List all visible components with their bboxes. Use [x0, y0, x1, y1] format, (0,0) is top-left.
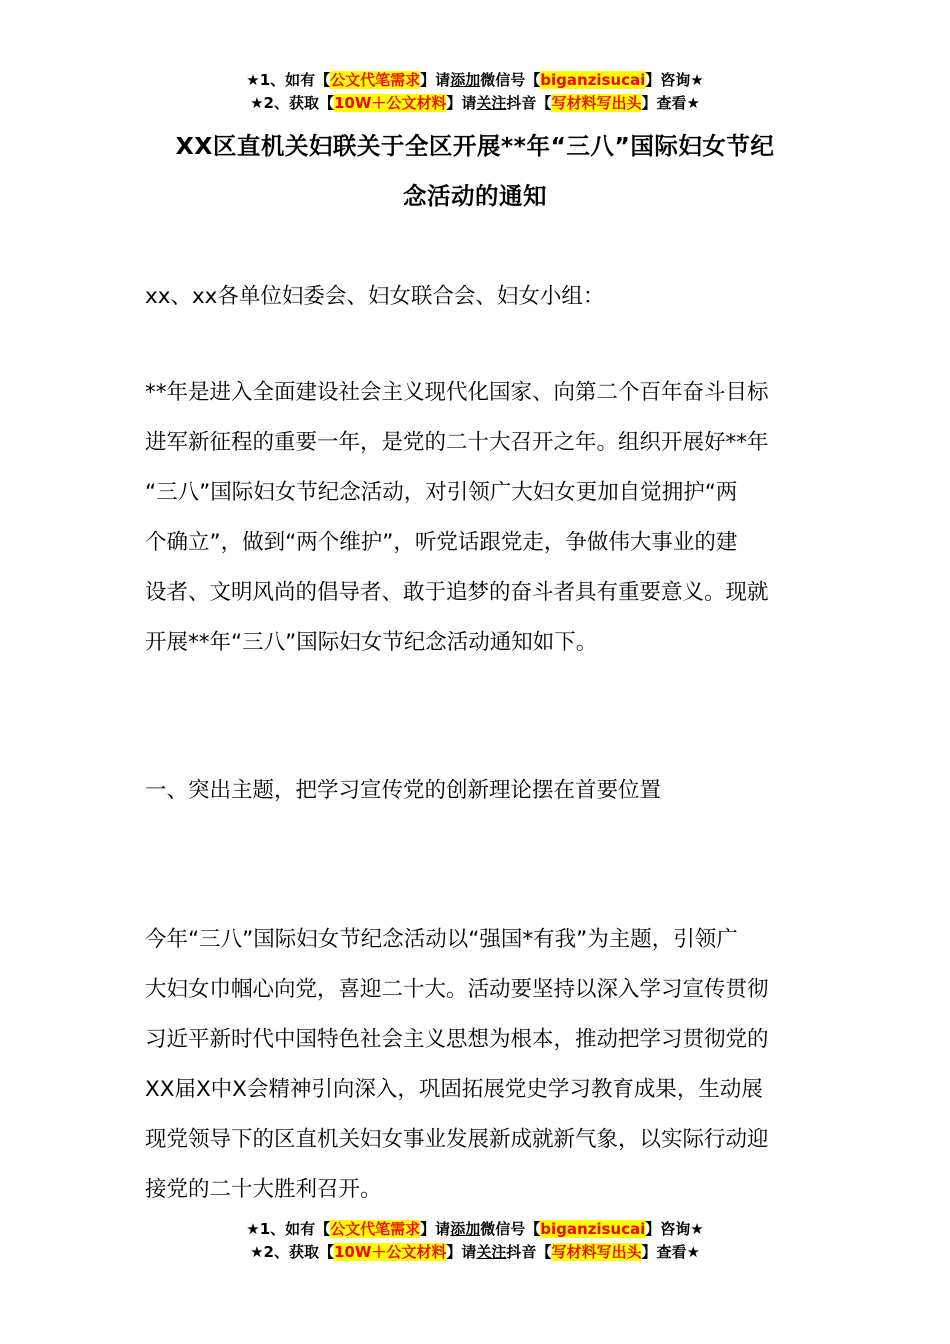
promo-underline: 关注 [476, 94, 507, 112]
paragraph-line: 大妇女巾帼心向党，喜迎二十大。活动要坚持以深入学习宣传贯彻 [145, 977, 769, 1002]
promo-text: 】咨询★ [645, 71, 704, 89]
paragraph-intro [145, 368, 810, 668]
paragraph-line: 现党领导下的区直机关妇女事业发展新成就新气象，以实际行动迎 [145, 1127, 769, 1152]
promo-highlight: 公文代笔需求 [330, 71, 421, 89]
paragraph-line: 开展**年“三八”国际妇女节纪念活动通知如下。 [145, 630, 598, 655]
promo-text: 】请 [420, 1220, 451, 1238]
section-heading-1: 一、突出主题，把学习宣传党的创新理论摆在首要位置 [145, 778, 662, 803]
promo-line-2 [0, 1241, 950, 1264]
promo-text: 微信号【 [480, 71, 541, 89]
promo-text: ★1、如有【 [246, 71, 331, 89]
paragraph-line: 进军新征程的重要一年，是党的二十大召开之年。组织开展好**年 [145, 430, 769, 455]
document-title-line-2: 念活动的通知 [403, 182, 547, 210]
promo-highlight: 写材料写出头 [551, 1243, 642, 1261]
paragraph-line: 个确立”，做到“两个维护”，听党话跟党走，争做伟大事业的建 [145, 530, 738, 555]
promo-underline: 添加 [450, 71, 481, 89]
document-title-line-1: XX区直机关妇联关于全区开展**年“三八”国际妇女节纪 [175, 132, 775, 160]
paragraph-line: **年是进入全面建设社会主义现代化国家、向第二个百年奋斗目标 [145, 380, 769, 405]
promo-underline: 关注 [476, 1243, 507, 1261]
paragraph-line: 今年“三八”国际妇女节纪念活动以“强国*有我”为主题，引领广 [145, 927, 738, 952]
promo-line-1 [0, 69, 950, 92]
paragraph-line: 习近平新时代中国特色社会主义思想为根本，推动把学习贯彻党的 [145, 1027, 769, 1052]
promo-text: 抖音【 [506, 1243, 552, 1261]
promo-text: 】请 [446, 1243, 477, 1261]
promo-text: 】请 [420, 71, 451, 89]
promo-text: 抖音【 [506, 94, 552, 112]
promo-highlight: biganzisucai [540, 1220, 646, 1238]
promo-highlight: 写材料写出头 [551, 94, 642, 112]
promo-line-2 [0, 92, 950, 115]
paragraph-line: 设者、文明风尚的倡导者、敢于追梦的奋斗者具有重要意义。现就 [145, 580, 769, 605]
paragraph-line: 接党的二十大胜利召开。 [145, 1177, 382, 1202]
promo-underline: 添加 [450, 1220, 481, 1238]
promo-line-1 [0, 1218, 950, 1241]
promo-highlight: 10W＋公文材料 [333, 1243, 447, 1261]
promo-highlight: biganzisucai [540, 71, 646, 89]
promo-text: ★2、获取【 [250, 94, 334, 112]
promo-text: 微信号【 [480, 1220, 541, 1238]
promo-banner-bottom [0, 1218, 950, 1264]
promo-text: ★1、如有【 [246, 1220, 331, 1238]
promo-highlight: 10W＋公文材料 [333, 94, 447, 112]
salutation: xx、xx各单位妇委会、妇女联合会、妇女小组： [145, 284, 605, 309]
paragraph-line: “三八”国际妇女节纪念活动，对引领广大妇女更加自觉拥护“两 [145, 480, 738, 505]
paragraph-section-1 [145, 915, 810, 1215]
paragraph-line: XX届X中X会精神引向深入，巩固拓展党史学习教育成果，生动展 [145, 1077, 763, 1102]
promo-text: 】咨询★ [645, 1220, 704, 1238]
promo-text: 】查看★ [641, 94, 700, 112]
promo-text: 】请 [446, 94, 477, 112]
promo-highlight: 公文代笔需求 [330, 1220, 421, 1238]
promo-text: ★2、获取【 [250, 1243, 334, 1261]
promo-text: 】查看★ [641, 1243, 700, 1261]
promo-banner-top [0, 69, 950, 115]
